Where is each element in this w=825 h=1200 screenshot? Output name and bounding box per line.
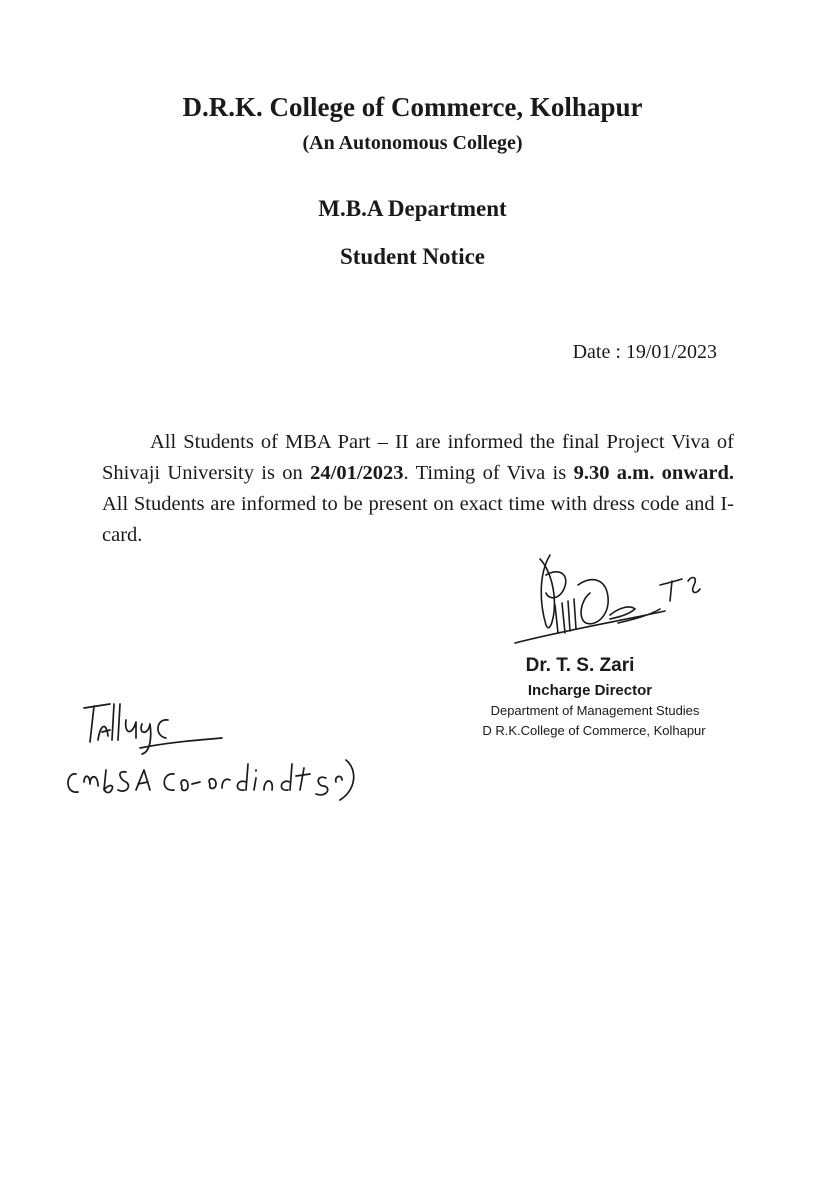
department-title: M.B.A Department bbox=[318, 196, 507, 221]
signatory-department: Department of Management Studies bbox=[490, 703, 700, 718]
college-status: (An Autonomous College) bbox=[302, 132, 523, 154]
signatory-title: Incharge Director bbox=[527, 682, 653, 699]
college-name: D.R.K. College of Commerce, Kolhapur bbox=[182, 92, 643, 122]
coordinator-handwriting bbox=[50, 690, 360, 810]
notice-date: Date : 19/01/2023 bbox=[572, 341, 717, 363]
viva-date: 24/01/2023 bbox=[310, 462, 404, 484]
director-signature bbox=[510, 545, 710, 650]
notice-title: Student Notice bbox=[339, 244, 486, 269]
signatory-name: Dr. T. S. Zari bbox=[525, 655, 635, 676]
body-text-2: . Timing of Viva is bbox=[403, 462, 574, 484]
body-text-1: All Students of MBA Part – II are informed the final Project Viva of Shivaji University is on bbox=[102, 431, 734, 484]
body-text-3: All Students are informed to be present on exact time with dress code and I-card. bbox=[102, 493, 734, 546]
signatory-college: D R.K.College of Commerce, Kolhapur bbox=[482, 723, 706, 738]
notice-body bbox=[102, 427, 734, 551]
viva-time: 9.30 a.m. onward. bbox=[573, 462, 734, 484]
